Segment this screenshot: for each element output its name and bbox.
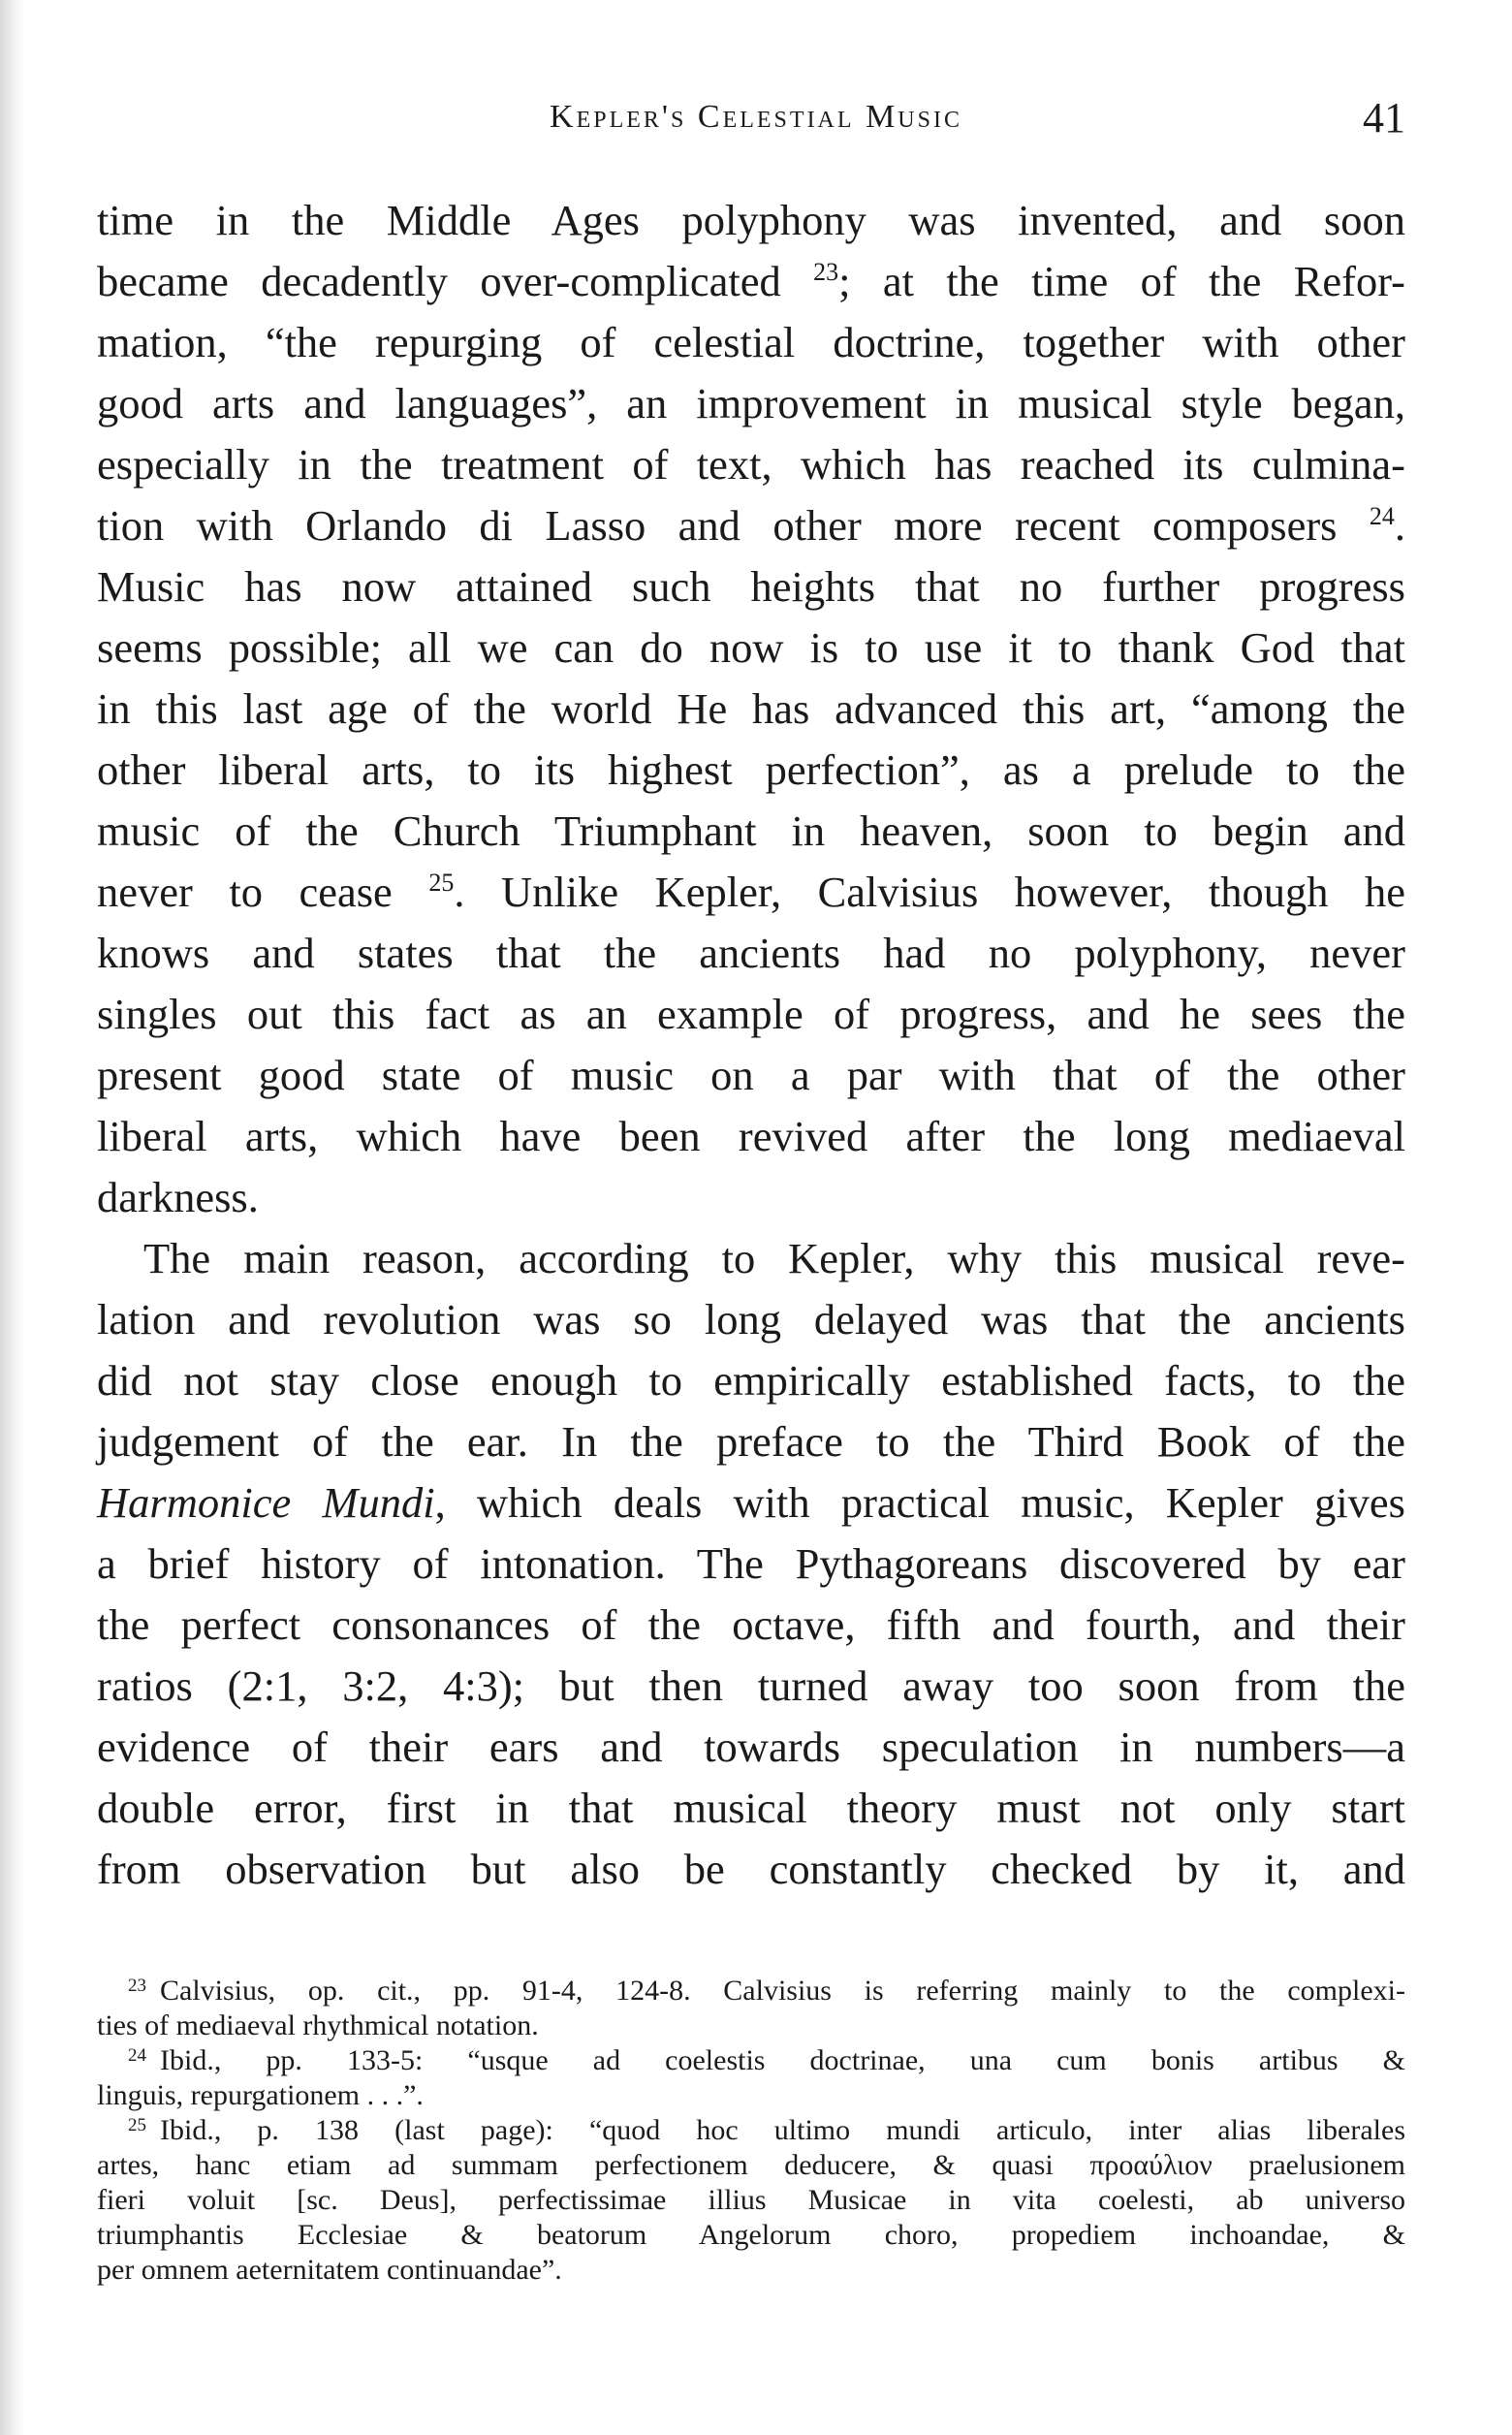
running-title-c: C [697,99,723,135]
footnote-text: artes, hanc etiam ad summam perfectionem deducere, & quasi προαύλιον praelusionem [97,2149,1405,2181]
footnote-text: Ibid., pp. 133-5: “usque ad coelestis doctrinae, una cum bonis artibus & [160,2044,1405,2076]
body-line: time in the Middle Ages polyphony was invented, and soon [97,196,1405,244]
body-line: lation and revolution was so long delayed was that the ancients [97,1295,1405,1344]
body-line-text: never to cease [97,868,393,916]
body-line-text: , which deals with practical music, Kepler gives [434,1478,1406,1527]
body-line: seems possible; all we can do now is to use it to thank God that [97,623,1405,672]
body-line: the perfect consonances of the octave, fifth and fourth, and their [97,1600,1405,1649]
body-line: especially in the treatment of text, which has reached its culmina- [97,440,1405,489]
body-line: good arts and languages”, an improvement in musical style began, [97,379,1405,427]
footnote-ref-24: 24 [1369,502,1395,530]
body-line: present good state of music on a par with that of the other [97,1051,1405,1099]
body-line [97,1472,1405,1534]
footnote-number: 24 [128,2045,146,2066]
footnote-ref-23: 23 [813,258,839,286]
body-line-text: . Unlike Kepler, Calvisius however, though he [454,868,1406,916]
footnote-23 [97,1974,1405,2008]
page-number: 41 [1363,94,1405,142]
footnote-24 [97,2043,1405,2078]
body-line-text: . [1394,501,1406,550]
footnote-text: Calvisius, op. cit., pp. 91-4, 124-8. Calvisius is referring mainly to the complexi- [160,1975,1405,2007]
running-title-rest: epler's [576,99,698,135]
body-line [97,862,1405,923]
body-line [97,251,1405,312]
body-line: mation, “the repurging of celestial doctrine, together with other [97,318,1405,366]
body-line: Music has now attained such heights that no further progress [97,562,1405,611]
body-line: evidence of their ears and towards speculation in numbers—a [97,1723,1405,1771]
body-line-text: ; at the time of the Refor- [838,257,1405,305]
body-line: The main reason, according to Kepler, why this musical reve- [143,1234,1405,1282]
running-title-rest3: usic [898,99,962,135]
running-title-rest2: elestial [722,99,866,135]
body-line: ratios (2:1, 3:2, 4:3); but then turned away too soon from the [97,1661,1405,1710]
body-line: in this last age of the world He has advanced this art, “among the [97,684,1405,733]
body-line-text: became decadently over-complicated [97,257,781,305]
footnote-number: 23 [128,1976,146,1996]
running-title [97,99,1415,136]
body-line: from observation but also be constantly checked by it, and [97,1845,1405,1893]
running-title-k: K [550,99,577,135]
body-line: darkness. [97,1173,259,1221]
body-line: singles out this fact as an example of progress, and he sees the [97,990,1405,1038]
footnote-25 [97,2113,1405,2148]
body-line: judgement of the ear. In the preface to the Third Book of the [97,1417,1405,1466]
body-line: double error, first in that musical theory must not only start [97,1784,1405,1832]
footnote-text: per omnem aeternitatem continuandae”. [97,2254,562,2286]
book-title-italic: Harmonice Mundi [97,1478,435,1527]
footnote-number: 25 [128,2115,146,2135]
footnotes [97,1974,1405,2288]
body-line [97,495,1405,556]
running-head [97,93,1415,151]
body-line: liberal arts, which have been revived after the long mediaeval [97,1112,1405,1160]
body-text [97,190,1405,1900]
body-line: knows and states that the ancients had no polyphony, never [97,929,1405,977]
body-line: did not stay close enough to empirically established facts, to the [97,1356,1405,1405]
footnote-ref-25: 25 [428,869,455,897]
body-line: other liberal arts, to its highest perfection”, as a prelude to the [97,745,1405,794]
running-title-m: M [866,99,898,135]
gutter-shadow [0,0,25,2435]
body-line-text: tion with Orlando di Lasso and other more recent composers [97,501,1338,550]
body-line: a brief history of intonation. The Pythagoreans discovered by ear [97,1539,1405,1588]
footnote-text: triumphantis Ecclesiae & beatorum Angelorum choro, propediem inchoandae, & [97,2219,1405,2251]
body-line: music of the Church Triumphant in heaven, soon to begin and [97,806,1405,855]
footnote-text: Ibid., p. 138 (last page): “quod hoc ultimo mundi articulo, inter alias liberales [160,2114,1405,2146]
footnote-text: ties of mediaeval rhythmical notation. [97,2009,539,2041]
footnote-text: fieri voluit [sc. Deus], perfectissimae illius Musicae in vita coelesti, ab universo [97,2184,1405,2216]
footnote-text: linguis, repurgationem . . .”. [97,2079,424,2111]
